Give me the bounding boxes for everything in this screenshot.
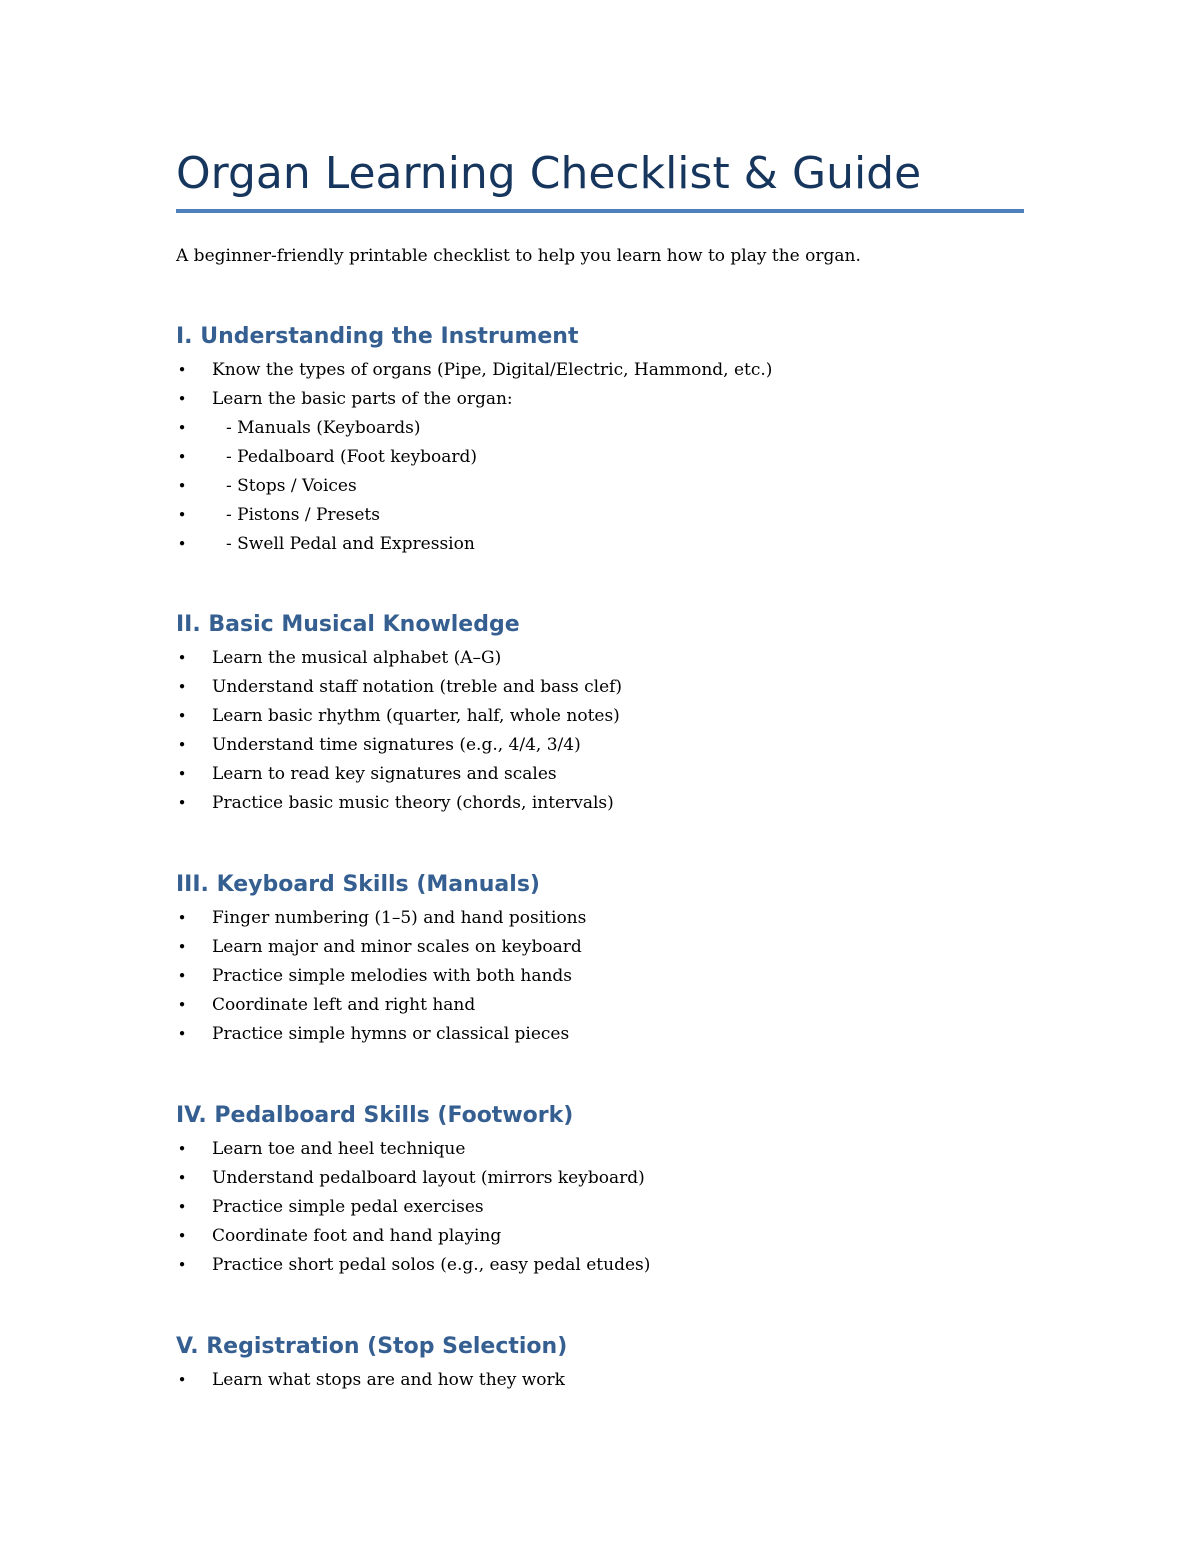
- list-item: • - Stops / Voices: [176, 472, 1024, 501]
- bullet-icon: •: [177, 1169, 187, 1187]
- bullet-icon: •: [177, 736, 187, 754]
- section-registration: [176, 1332, 1024, 1395]
- list-item: • Learn major and minor scales on keyboard: [176, 933, 1024, 962]
- list-item: • Coordinate foot and hand playing: [176, 1222, 1024, 1251]
- list-item: • - Swell Pedal and Expression: [176, 530, 1024, 559]
- bullet-icon: •: [177, 938, 187, 956]
- section-heading: V. Registration (Stop Selection): [176, 1334, 568, 1359]
- section-pedalboard-skills: [176, 1101, 1024, 1280]
- section-heading: IV. Pedalboard Skills (Footwork): [176, 1103, 574, 1128]
- bullet-icon: •: [177, 707, 187, 725]
- bullet-icon: •: [177, 996, 187, 1014]
- bullet-icon: •: [177, 794, 187, 812]
- bullet-icon: •: [177, 535, 187, 553]
- checklist: [176, 904, 1024, 1049]
- bullet-icon: •: [177, 1371, 187, 1389]
- list-item: • Finger numbering (1–5) and hand positions: [176, 904, 1024, 933]
- bullet-icon: •: [177, 390, 187, 408]
- list-item: • - Pedalboard (Foot keyboard): [176, 443, 1024, 472]
- list-item: • Understand time signatures (e.g., 4/4, 3/4): [176, 731, 1024, 760]
- section-keyboard-skills: [176, 870, 1024, 1049]
- title-divider: [176, 209, 1024, 213]
- checklist: [176, 1366, 1024, 1395]
- list-item: • Practice short pedal solos (e.g., easy pedal etudes): [176, 1251, 1024, 1280]
- bullet-icon: •: [177, 419, 187, 437]
- bullet-icon: •: [177, 1025, 187, 1043]
- checklist: [176, 644, 1024, 818]
- list-item: • Understand pedalboard layout (mirrors keyboard): [176, 1164, 1024, 1193]
- bullet-icon: •: [177, 448, 187, 466]
- page-subtitle: A beginner-friendly printable checklist to help you learn how to play the organ.: [176, 246, 861, 266]
- list-item: • Learn to read key signatures and scales: [176, 760, 1024, 789]
- bullet-icon: •: [177, 1256, 187, 1274]
- list-item: • Learn what stops are and how they work: [176, 1366, 1024, 1395]
- section-basic-musical-knowledge: [176, 610, 1024, 818]
- bullet-icon: •: [177, 1227, 187, 1245]
- list-item: • Coordinate left and right hand: [176, 991, 1024, 1020]
- list-item: • - Pistons / Presets: [176, 501, 1024, 530]
- list-item: • Practice simple pedal exercises: [176, 1193, 1024, 1222]
- list-item: • Practice simple melodies with both hands: [176, 962, 1024, 991]
- bullet-icon: •: [177, 361, 187, 379]
- bullet-icon: •: [177, 477, 187, 495]
- list-item: • - Manuals (Keyboards): [176, 414, 1024, 443]
- page-title: Organ Learning Checklist & Guide: [176, 148, 922, 199]
- bullet-icon: •: [177, 909, 187, 927]
- bullet-icon: •: [177, 1140, 187, 1158]
- list-item: • Learn basic rhythm (quarter, half, whole notes): [176, 702, 1024, 731]
- list-item: • Learn the musical alphabet (A–G): [176, 644, 1024, 673]
- list-item: • Practice basic music theory (chords, intervals): [176, 789, 1024, 818]
- list-item: • Understand staff notation (treble and bass clef): [176, 673, 1024, 702]
- list-item: • Practice simple hymns or classical pieces: [176, 1020, 1024, 1049]
- bullet-icon: •: [177, 506, 187, 524]
- section-heading: III. Keyboard Skills (Manuals): [176, 872, 540, 897]
- list-item: • Know the types of organs (Pipe, Digital/Electric, Hammond, etc.): [176, 356, 1024, 385]
- section-heading: I. Understanding the Instrument: [176, 324, 579, 349]
- bullet-icon: •: [177, 765, 187, 783]
- checklist: [176, 356, 1024, 559]
- list-item: • Learn toe and heel technique: [176, 1135, 1024, 1164]
- checklist: [176, 1135, 1024, 1280]
- section-heading: II. Basic Musical Knowledge: [176, 612, 520, 637]
- bullet-icon: •: [177, 649, 187, 667]
- bullet-icon: •: [177, 678, 187, 696]
- section-understanding-instrument: [176, 322, 1024, 559]
- bullet-icon: •: [177, 967, 187, 985]
- bullet-icon: •: [177, 1198, 187, 1216]
- list-item: • Learn the basic parts of the organ:: [176, 385, 1024, 414]
